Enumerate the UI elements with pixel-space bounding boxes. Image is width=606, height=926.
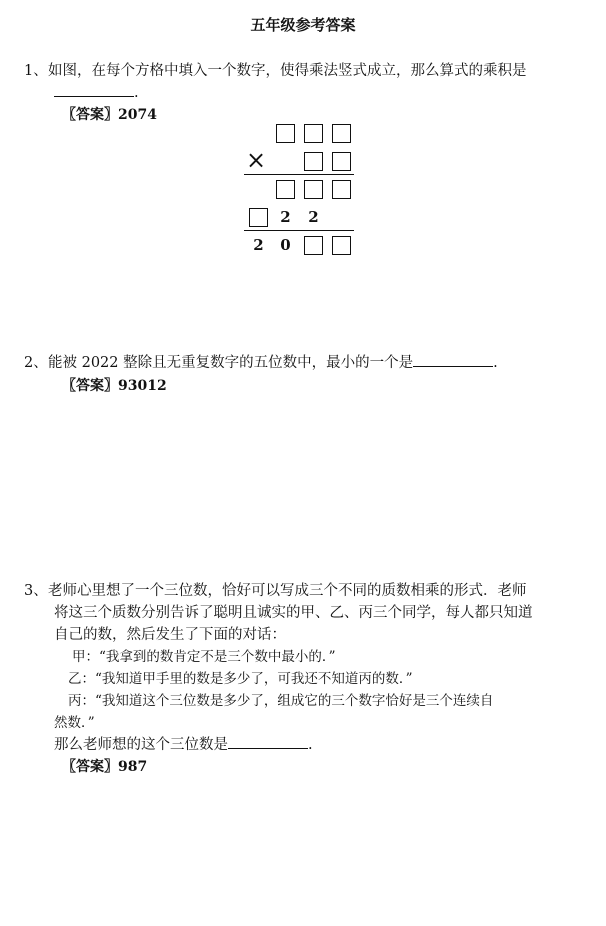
- times-sign: ×: [246, 146, 267, 174]
- q2-text: 能被 2022 整除且无重复数字的五位数中，最小的一个是: [48, 355, 414, 371]
- digit-box: [304, 236, 323, 255]
- printed-digit: 2: [253, 236, 264, 254]
- q2-answer: 〖答案〗93012: [62, 378, 167, 394]
- q1-multiplication-figure: [0, 0, 606, 300]
- q3-question-tail: .: [308, 737, 313, 753]
- product-line: [244, 174, 354, 175]
- q2-text-tail: .: [493, 355, 498, 371]
- q2-number: 2、: [24, 355, 48, 371]
- q1-answer: 〖答案〗2074: [62, 107, 157, 123]
- q3-dialog-bing-line2: 然数．”: [54, 715, 95, 731]
- q3-dialog-bing-line1: 丙：“我知道这个三位数是多少了，组成它的三个数字恰好是三个连续自: [68, 693, 494, 709]
- q3-line1: 老师心里想了一个三位数，恰好可以写成三个不同的质数相乘的形式．老师: [48, 583, 527, 599]
- digit-box: [304, 124, 323, 143]
- q3-line2: 将这三个质数分别告诉了聪明且诚实的甲、乙、丙三个同学，每人都只知道: [54, 605, 533, 621]
- q3-answer-blank: [228, 734, 308, 749]
- q3-dialog-yi: 乙：“我知道甲手里的数是多少了，可我还不知道丙的数．”: [68, 671, 413, 687]
- digit-box: [249, 208, 268, 227]
- digit-box: [332, 236, 351, 255]
- q1-text-tail: .: [134, 85, 139, 101]
- q3-line3: 自己的数，然后发生了下面的对话：: [54, 627, 286, 643]
- page-title: 五年级参考答案: [250, 16, 356, 34]
- q1-text: 如图，在每个方格中填入一个数字，使得乘法竖式成立，那么算式的乘积是: [48, 63, 527, 79]
- q3-answer: 〖答案〗987: [62, 759, 148, 775]
- q3-number: 3、: [24, 583, 48, 599]
- q3-dialog-jia: 甲：“我拿到的数肯定不是三个数中最小的．”: [72, 649, 336, 665]
- q3-question: 那么老师想的这个三位数是: [54, 737, 228, 753]
- digit-box: [304, 180, 323, 199]
- q2-answer-blank: [413, 352, 493, 367]
- q1-number: 1、: [24, 63, 48, 79]
- sum-line: [244, 230, 354, 231]
- printed-digit: 2: [280, 208, 291, 226]
- digit-box: [332, 152, 351, 171]
- printed-digit: 0: [280, 236, 291, 254]
- digit-box: [276, 124, 295, 143]
- q2-line: [48, 352, 598, 374]
- digit-box: [332, 180, 351, 199]
- digit-box: [332, 124, 351, 143]
- q3-question-line: [54, 734, 594, 756]
- digit-box: [304, 152, 323, 171]
- digit-box: [276, 180, 295, 199]
- printed-digit: 2: [308, 208, 319, 226]
